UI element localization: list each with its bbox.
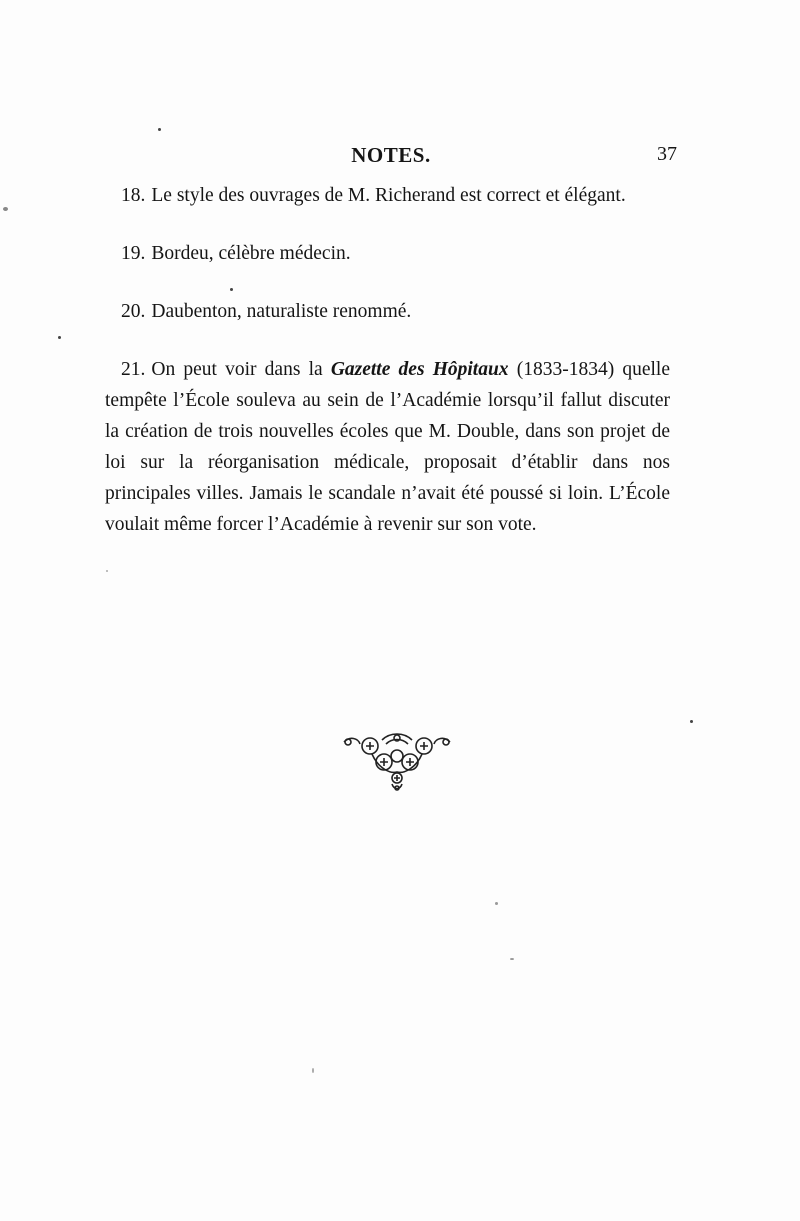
publication-title: Gazette des Hôpitaux [330,359,509,380]
print-speck [495,902,498,905]
note-18 [105,180,670,211]
running-header [105,143,677,171]
note-number: 21. [121,359,146,380]
note-text-after: (1833-1834) quelle tempête l’École souleva au sein de l’Académie lorsqu’il fallut discuter la création de trois nouvelles écoles que M. Double, dans son projet de loi sur la réorganisation médicale, proposait d’établir dans nos principales villes. Jamais le scandale n’avait été poussé si loin. L’École voulait même forcer l’Académie à revenir sur son vote. [105,359,670,535]
notes-list [105,180,670,567]
page-number: 37 [657,143,677,165]
note-text-before: On peut voir dans la [151,359,331,380]
note-20 [105,296,670,327]
print-speck [106,570,108,572]
print-speck [158,128,161,131]
print-speck [230,288,233,291]
print-speck [3,207,8,211]
note-text: Daubenton, naturaliste renommé. [151,301,412,322]
note-text: Le style des ouvrages de M. Richerand est correct et élégant. [151,185,626,206]
note-number: 20. [121,301,146,322]
note-21 [105,354,670,540]
note-number: 19. [121,243,146,264]
print-speck [690,720,693,723]
print-speck [510,958,514,960]
note-19 [105,238,670,269]
page-title: NOTES. [351,143,431,167]
decorative-ornament-icon [342,728,452,792]
note-text: Bordeu, célèbre médecin. [151,243,351,264]
note-number: 18. [121,185,146,206]
print-speck [58,336,61,339]
print-speck [312,1068,314,1073]
